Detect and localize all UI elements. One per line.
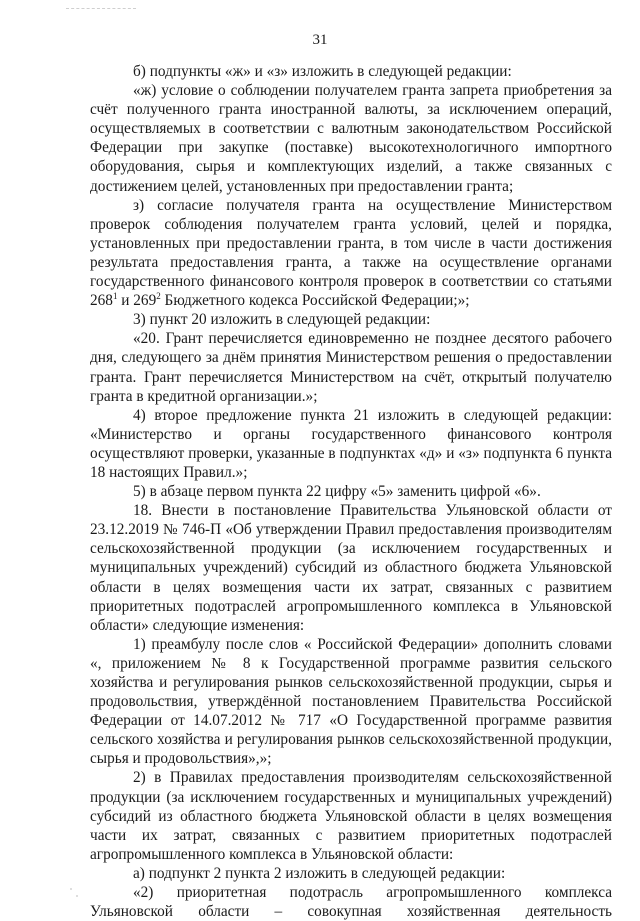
paragraph-priority-subsector: «2) приоритетная подотрасль агропромышленного комплекса Ульяновской области – совокупная хозяйственная деятельность (90, 884, 612, 921)
budget-code-ref: Бюджетного кодекса Российской Федерации;»; (160, 292, 470, 310)
paragraph-b-subitems: б) подпункты «ж» и «з» изложить в следующей редакции: (133, 63, 512, 80)
paragraph-preamble-change: 1) преамбулу после слов « Российской Федерации» дополнить словами «, приложением № 8 к Государственной программе развития сельского хозяйства и регулирования рынков сельскохозяйственной продукции, сырья и продовольствия, утверждённой постановлением Правительства Российской Федерации от 14.07.2012 № 717 «О Государственной программе развития сельского хозяйства и регулирования рынков сельскохозяйственной продукции, сырья и продовольствия»,»; (90, 635, 612, 768)
paragraph-item-3: 3) пункт 20 изложить в следующей редакции: (133, 311, 431, 329)
paragraph-rules-change: 2) в Правилах предоставления производителям сельскохозяйственной продукции (за исключением государственных и муниципальных учреждений) субсидий из областного бюджета Ульяновской области в целях возмещения части их затрат, связанных с развитием приоритетных подотраслей агропромышленного комплекса в Ульяновской области: (90, 769, 612, 863)
paragraph-z-consent (90, 196, 612, 311)
paragraph-item-5: 5) в абзаце первом пункта 22 цифру «5» заменить цифрой «6». (133, 483, 541, 501)
footnote-superscript: 1 (112, 291, 118, 302)
document-body (90, 62, 612, 921)
paragraph-subitem-a: а) подпункт 2 пункта 2 изложить в следующей редакции: (133, 864, 506, 882)
scan-artifact-dot (76, 895, 78, 897)
scan-artifact-dot (70, 888, 72, 890)
article-ref-text: и 269 (117, 292, 157, 310)
footnote-superscript: 2 (156, 291, 161, 302)
page-number: 31 (312, 32, 328, 48)
paragraph-item-20: «20. Грант перечисляется единовременно не позднее десятого рабочего дня, следующего за днём принятия Министерством решения о предоставлении гранта. Грант перечисляется Министерством на счёт, открытый получателю гранта в кредитной организации.»; (90, 330, 612, 405)
paragraph-z-text: з) согласие получателя гранта на осуществление Министерством проверок соблюдения получателем гранта условий, целей и порядка, установленных при предоставлении гранта, в том числе в части достижения результата предоставления гранта, а также на осуществление органами государственного финансового контроля проверок в соответствии со статьями 268 (90, 196, 612, 310)
paragraph-item-4: 4) второе предложение пункта 21 изложить в следующей редакции: «Министерство и органы государственного финансового контроля осуществляют проверки, указанные в подпунктах «д» и «з» подпункта 6 пункта 18 настоящих Правил.»; (90, 406, 612, 481)
paragraph-section-18: 18. Внести в постановление Правительства Ульяновской области от 23.12.2019 № 746-П «Об утверждении Правил предоставления производителям сельскохозяйственной продукции (за исключением государственных и муниципальных учреждений) субсидий из областного бюджета Ульяновской области в целях возмещения части их затрат, связанных с развитием приоритетных подотраслей агропромышленного комплекса в Ульяновской области» следующие изменения: (90, 502, 612, 634)
paragraph-zh-condition: «ж) условие о соблюдении получателем гранта запрета приобретения за счёт полученного гранта иностранной валюты, за исключением операций, осуществляемых в соответствии с валютным законодательством Российской Федерации при закупке (поставке) высокотехнологичного импортного оборудования, сырья и комплектующих изделий, а также связанных с достижением целей, установленных при предоставлении гранта; (90, 82, 612, 195)
scan-artifact-line (66, 8, 136, 10)
